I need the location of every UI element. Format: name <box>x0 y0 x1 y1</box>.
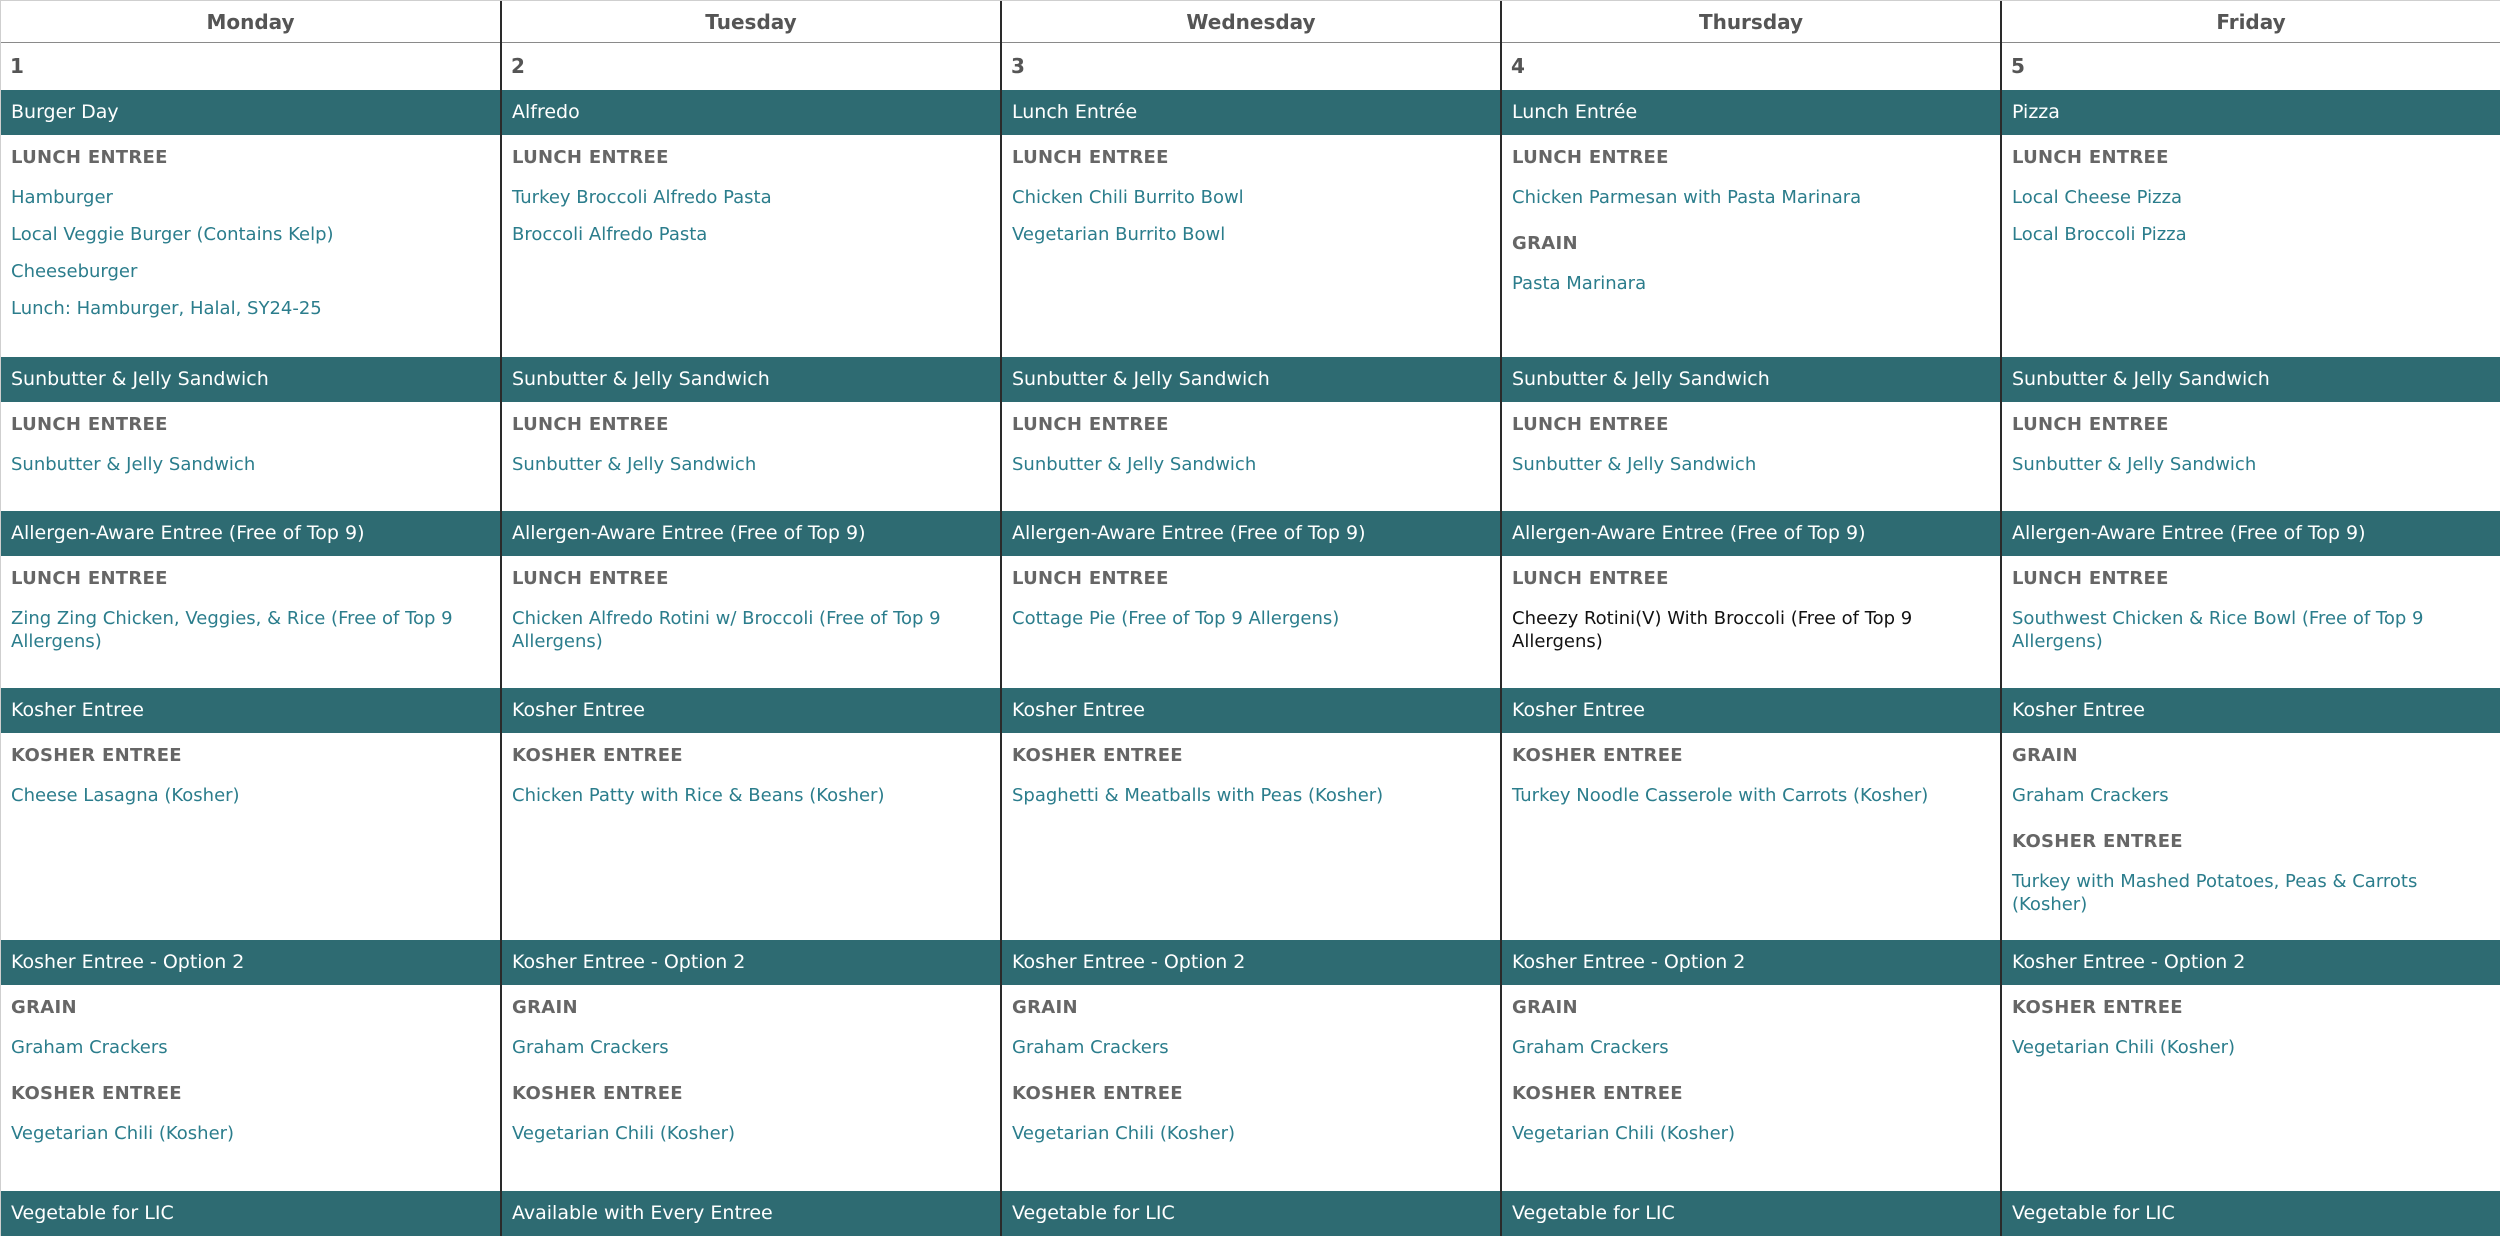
day-column-wednesday <box>1000 1 1500 1236</box>
day-number-wednesday: 3 <box>1011 54 1025 78</box>
day-number-monday: 1 <box>10 54 24 78</box>
day-header-monday: Monday <box>1 1 500 43</box>
station-header: Vegetable for LIC <box>1002 1191 1500 1236</box>
station-header: Sunbutter & Jelly Sandwich <box>2002 357 2500 402</box>
menu-item-link[interactable]: Local Veggie Burger (Contains Kelp) <box>11 224 334 245</box>
station-header: Available with Every Entree <box>502 1191 1000 1236</box>
category-label: KOSHER ENTREE <box>512 1083 683 1104</box>
day-header-wednesday: Wednesday <box>1002 1 1500 43</box>
category-label: LUNCH ENTREE <box>11 568 168 589</box>
menu-item-link[interactable]: Vegetarian Chili (Kosher) <box>2012 1037 2236 1058</box>
menu-item-link[interactable]: Chicken Parmesan with Pasta Marinara <box>1512 187 1862 208</box>
menu-item-link[interactable]: Pasta Marinara <box>1512 273 1647 294</box>
station-header: Allergen-Aware Entree (Free of Top 9) <box>502 511 1000 556</box>
station-header: Lunch Entrée <box>1502 90 2000 135</box>
station-body <box>1502 402 2000 511</box>
category-label: KOSHER ENTREE <box>2012 831 2183 852</box>
station-header: Lunch Entrée <box>1002 90 1500 135</box>
station-body <box>1502 556 2000 688</box>
category-label: LUNCH ENTREE <box>2012 414 2169 435</box>
day-number-thursday: 4 <box>1511 54 1525 78</box>
menu-item-link[interactable]: Lunch: Hamburger, Halal, SY24-25 <box>11 298 322 319</box>
menu-item-link[interactable]: Turkey Broccoli Alfredo Pasta <box>512 187 772 208</box>
station-header: Kosher Entree <box>1002 688 1500 733</box>
menu-item-link[interactable]: Broccoli Alfredo Pasta <box>512 224 708 245</box>
station-header: Sunbutter & Jelly Sandwich <box>1002 357 1500 402</box>
category-label: LUNCH ENTREE <box>512 568 669 589</box>
menu-item-link: Cheezy Rotini(V) With Broccoli (Free of Top 9 Allergens) <box>1512 608 1913 652</box>
station-header: Vegetable for LIC <box>2002 1191 2500 1236</box>
category-label: LUNCH ENTREE <box>2012 147 2169 168</box>
station-header: Vegetable for LIC <box>1 1191 500 1236</box>
menu-item-link[interactable]: Sunbutter & Jelly Sandwich <box>1012 454 1257 475</box>
station-body <box>1 985 500 1191</box>
station-body <box>2002 733 2500 940</box>
station-body <box>502 733 1000 940</box>
menu-item-link[interactable]: Local Cheese Pizza <box>2012 187 2183 208</box>
station-header: Vegetable for LIC <box>1502 1191 2000 1236</box>
category-label: LUNCH ENTREE <box>1512 414 1669 435</box>
station-header: Alfredo <box>502 90 1000 135</box>
day-header-friday: Friday <box>2002 1 2500 43</box>
day-header-thursday: Thursday <box>1502 1 2000 43</box>
station-header: Kosher Entree - Option 2 <box>502 940 1000 985</box>
menu-item-link[interactable]: Sunbutter & Jelly Sandwich <box>1512 454 1757 475</box>
category-label: LUNCH ENTREE <box>1512 147 1669 168</box>
station-body <box>2002 985 2500 1191</box>
station-body <box>1 135 500 357</box>
menu-item-link[interactable]: Graham Crackers <box>2012 785 2169 806</box>
day-column-friday <box>2000 1 2500 1236</box>
station-body <box>502 556 1000 688</box>
menu-item-link[interactable]: Hamburger <box>11 187 113 208</box>
station-header: Kosher Entree - Option 2 <box>1002 940 1500 985</box>
station-body <box>2002 556 2500 688</box>
station-body <box>1502 985 2000 1191</box>
menu-item-link[interactable]: Graham Crackers <box>512 1037 669 1058</box>
station-header: Sunbutter & Jelly Sandwich <box>1502 357 2000 402</box>
menu-item-link[interactable]: Local Broccoli Pizza <box>2012 224 2187 245</box>
category-label: LUNCH ENTREE <box>512 147 669 168</box>
category-label: GRAIN <box>1512 997 1578 1018</box>
category-label: KOSHER ENTREE <box>512 745 683 766</box>
category-label: LUNCH ENTREE <box>2012 568 2169 589</box>
menu-item-link[interactable]: Vegetarian Burrito Bowl <box>1012 224 1226 245</box>
station-header: Kosher Entree - Option 2 <box>2002 940 2500 985</box>
station-header: Allergen-Aware Entree (Free of Top 9) <box>1 511 500 556</box>
station-body <box>1502 733 2000 940</box>
day-number-friday: 5 <box>2011 54 2025 78</box>
station-header: Kosher Entree <box>1502 688 2000 733</box>
category-label: KOSHER ENTREE <box>1012 745 1183 766</box>
menu-item-link[interactable]: Graham Crackers <box>1512 1037 1669 1058</box>
station-body <box>1 556 500 688</box>
station-header: Kosher Entree <box>2002 688 2500 733</box>
category-label: GRAIN <box>11 997 77 1018</box>
menu-item-link[interactable]: Turkey with Mashed Potatoes, Peas & Carrots (Kosher) <box>2012 871 2418 915</box>
category-label: LUNCH ENTREE <box>512 414 669 435</box>
category-label: KOSHER ENTREE <box>1012 1083 1183 1104</box>
category-label: KOSHER ENTREE <box>2012 997 2183 1018</box>
station-header: Sunbutter & Jelly Sandwich <box>1 357 500 402</box>
menu-item-link[interactable]: Vegetarian Chili (Kosher) <box>11 1123 235 1144</box>
menu-item-link[interactable]: Sunbutter & Jelly Sandwich <box>512 454 757 475</box>
category-label: LUNCH ENTREE <box>1512 568 1669 589</box>
category-label: GRAIN <box>1012 997 1078 1018</box>
menu-item-link[interactable]: Chicken Patty with Rice & Beans (Kosher) <box>512 785 885 806</box>
category-label: GRAIN <box>2012 745 2078 766</box>
menu-item-link[interactable]: Southwest Chicken & Rice Bowl (Free of Top 9 Allergens) <box>2012 608 2424 652</box>
station-body <box>1002 402 1500 511</box>
day-column-tuesday <box>500 1 1000 1236</box>
station-header: Kosher Entree <box>1 688 500 733</box>
station-body <box>502 402 1000 511</box>
menu-item-link[interactable]: Zing Zing Chicken, Veggies, & Rice (Free of Top 9 Allergens) <box>11 608 453 652</box>
menu-item-link[interactable]: Vegetarian Chili (Kosher) <box>1012 1123 1236 1144</box>
day-column-thursday <box>1500 1 2000 1236</box>
day-header-tuesday: Tuesday <box>502 1 1000 43</box>
menu-item-link[interactable]: Chicken Chili Burrito Bowl <box>1012 187 1244 208</box>
station-body <box>1002 556 1500 688</box>
station-header: Allergen-Aware Entree (Free of Top 9) <box>1002 511 1500 556</box>
category-label: LUNCH ENTREE <box>11 414 168 435</box>
category-label: LUNCH ENTREE <box>1012 568 1169 589</box>
station-header: Kosher Entree <box>502 688 1000 733</box>
menu-item-link[interactable]: Sunbutter & Jelly Sandwich <box>11 454 256 475</box>
menu-item-link[interactable]: Cottage Pie (Free of Top 9 Allergens) <box>1012 608 1340 629</box>
station-header: Allergen-Aware Entree (Free of Top 9) <box>1502 511 2000 556</box>
day-number-tuesday: 2 <box>511 54 525 78</box>
menu-item-link[interactable]: Graham Crackers <box>1012 1037 1169 1058</box>
menu-item-link[interactable]: Spaghetti & Meatballs with Peas (Kosher) <box>1012 785 1384 806</box>
station-body <box>502 985 1000 1191</box>
menu-item-link[interactable]: Sunbutter & Jelly Sandwich <box>2012 454 2257 475</box>
station-body <box>1502 135 2000 357</box>
day-column-monday <box>0 1 500 1236</box>
station-header: Kosher Entree - Option 2 <box>1 940 500 985</box>
station-header: Burger Day <box>1 90 500 135</box>
station-body <box>1 402 500 511</box>
menu-item-link[interactable]: Graham Crackers <box>11 1037 168 1058</box>
station-body <box>2002 402 2500 511</box>
station-body <box>1002 985 1500 1191</box>
station-body <box>1002 135 1500 357</box>
category-label: GRAIN <box>1512 233 1578 254</box>
category-label: KOSHER ENTREE <box>11 1083 182 1104</box>
station-header: Kosher Entree - Option 2 <box>1502 940 2000 985</box>
menu-item-link[interactable]: Vegetarian Chili (Kosher) <box>512 1123 736 1144</box>
station-body <box>2002 135 2500 357</box>
category-label: LUNCH ENTREE <box>1012 147 1169 168</box>
station-header: Pizza <box>2002 90 2500 135</box>
station-body <box>1002 733 1500 940</box>
station-header: Allergen-Aware Entree (Free of Top 9) <box>2002 511 2500 556</box>
station-body <box>1 733 500 940</box>
menu-item-link[interactable]: Cheese Lasagna (Kosher) <box>11 785 240 806</box>
station-body <box>502 135 1000 357</box>
category-label: KOSHER ENTREE <box>1512 1083 1683 1104</box>
menu-item-link[interactable]: Cheeseburger <box>11 261 138 282</box>
category-label: KOSHER ENTREE <box>1512 745 1683 766</box>
category-label: LUNCH ENTREE <box>1012 414 1169 435</box>
category-label: GRAIN <box>512 997 578 1018</box>
menu-item-link[interactable]: Turkey Noodle Casserole with Carrots (Kosher) <box>1512 785 1929 806</box>
menu-item-link[interactable]: Chicken Alfredo Rotini w/ Broccoli (Free of Top 9 Allergens) <box>512 608 941 652</box>
category-label: KOSHER ENTREE <box>11 745 182 766</box>
station-header: Sunbutter & Jelly Sandwich <box>502 357 1000 402</box>
category-label: LUNCH ENTREE <box>11 147 168 168</box>
menu-item-link[interactable]: Vegetarian Chili (Kosher) <box>1512 1123 1736 1144</box>
